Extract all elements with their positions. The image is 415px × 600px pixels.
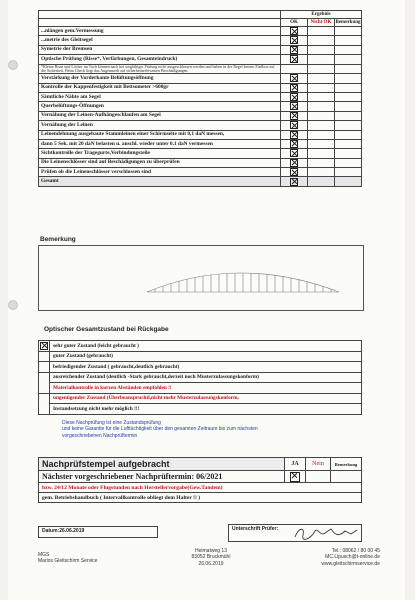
ok-cell [281, 83, 308, 92]
ok-cell [281, 27, 308, 36]
checklist-item-text: ...nlängen gem.Vermessung [39, 27, 281, 36]
checklist-row [39, 74, 362, 83]
checklist-item-text: Prüfen ob die Leinenschlösser verschlossen sind [39, 168, 281, 177]
ok-cell [281, 121, 308, 130]
checklist-row [39, 168, 362, 177]
remark-cell [335, 92, 362, 101]
remark-cell [335, 45, 362, 54]
checked-box-icon [290, 27, 298, 35]
checklist-row [39, 27, 362, 36]
remark-column-header: Bemerkung [335, 20, 361, 25]
checklist-row [39, 102, 362, 111]
checklist-row [39, 55, 362, 64]
not-ok-cell [308, 149, 335, 158]
condition-label: ausreichender Zustand (deutlich -Stark gebraucht,derzeit noch Musterzulassungskonform) [50, 372, 362, 383]
signature-label: Unterschrift Prüfer: [232, 526, 279, 532]
ok-cell [281, 64, 308, 74]
stamp-table [38, 457, 362, 503]
not-ok-cell [308, 74, 335, 83]
checklist-item-text: Kontrolle der Kappenfestigkeit mit Bettsometer >600gr [39, 83, 281, 92]
checklist-header-row [39, 11, 362, 19]
contact-phone: Tel.: 08062 / 80 00 45 [331, 548, 380, 554]
stamp-no-cell [306, 471, 331, 483]
checklist-row [39, 36, 362, 45]
not-ok-cell [308, 92, 335, 101]
checklist-total-row [39, 177, 362, 186]
condition-row [39, 362, 362, 373]
ok-cell [281, 149, 308, 158]
not-ok-cell [308, 64, 335, 74]
disclaimer-text [62, 420, 362, 439]
stamp-yes-checkbox [285, 471, 306, 483]
remark-cell [335, 111, 362, 120]
condition-label: Materialkontrolle in kurzen Abständen empfohlen !! [50, 383, 362, 394]
checked-box-icon [290, 168, 298, 176]
date-value: 26.06.2019 [59, 528, 85, 534]
ok-cell [281, 55, 308, 64]
stamp-no-header: Nein [306, 458, 331, 471]
interval-note: bzw. 24/12 Monate oder Flugstunden nach Herstellervorgabe(Gew.Tandem) [39, 483, 362, 493]
handwritten-signature [291, 525, 361, 541]
condition-row [39, 351, 362, 362]
checked-box-icon [290, 93, 298, 101]
not-ok-cell [308, 130, 335, 139]
ok-cell [281, 158, 308, 167]
checked-box-icon [290, 36, 298, 44]
date-box [38, 526, 158, 538]
condition-checkbox [39, 393, 50, 414]
checklist-row [39, 111, 362, 120]
checklist-row [39, 64, 362, 74]
condition-table [38, 340, 362, 415]
remark-cell [335, 64, 362, 74]
checked-box-icon [290, 140, 298, 148]
not-ok-cell [308, 158, 335, 167]
stamp-remark-cell [331, 471, 362, 483]
checked-box-icon [290, 178, 298, 186]
checked-box-icon [290, 46, 298, 54]
checklist-item-text: Symetrie der Bremsen [39, 45, 281, 54]
ok-cell [281, 102, 308, 111]
condition-label: befriedigender Zustand ( gebraucht,deutlich gebraucht) [50, 362, 362, 373]
condition-checkbox [39, 341, 50, 352]
punch-hole [8, 60, 18, 70]
remark-cell [335, 102, 362, 111]
checklist-item-text: Leinendehnung ausgebaute Stammleinen einer Schirmseite mit 0,1 daN messen, [39, 130, 281, 139]
checklist-row [39, 83, 362, 92]
checked-box-icon [290, 112, 298, 120]
checklist-row [39, 121, 362, 130]
not-ok-cell [308, 102, 335, 111]
ok-column-header: OK [281, 19, 308, 27]
checked-box-icon [290, 159, 298, 167]
ok-cell [281, 177, 308, 186]
canopy-sketch [39, 246, 363, 310]
stamp-title: Nachprüfstempel aufgebracht [39, 458, 285, 471]
remark-cell [335, 74, 362, 83]
not-ok-cell [308, 139, 335, 148]
checklist-item-text: ...metrie des Gleitsegel [39, 36, 281, 45]
checklist-subheader-row [39, 19, 362, 27]
remark-cell [335, 149, 362, 158]
company-short: MGS [38, 552, 50, 558]
checklist-item-text: Vernähung der Leinen [39, 121, 281, 130]
remark-cell [335, 139, 362, 148]
footer-address [176, 548, 246, 567]
checklist-item-text: Querbelüftungs-Öffnungen [39, 102, 281, 111]
condition-label: ungenügender Zustand (Überbeanspruchtl,nicht mehr Musterzulassungskonform, [50, 393, 362, 404]
checklist-item-text: Sämtliche Nähte am Segel [39, 92, 281, 101]
checklist-item-text: Optische Prüfung (Risse*, Verfärbungen, Gesamteindruck) [39, 55, 281, 64]
checked-box-icon [290, 149, 298, 157]
remark-cell [335, 121, 362, 130]
checklist-item-text: Gesamt [39, 177, 281, 186]
disclaimer-line: Diese Nachprüfung ist eine Zustandsprüfung [62, 420, 161, 426]
footer-company [38, 552, 97, 565]
condition-checkbox [39, 362, 50, 373]
condition-title: Optischer Gesamtzustand bei Rückgabe [44, 326, 169, 333]
contact-email: MC.Lipusch@t-online.de [325, 554, 380, 561]
not-ok-cell [308, 168, 335, 177]
remark-cell [335, 36, 362, 45]
checked-box-icon [290, 472, 300, 482]
checked-box-icon [290, 102, 298, 110]
header-blank [39, 19, 281, 27]
checklist-row [39, 130, 362, 139]
condition-label: sehr guter Zustand (leicht gebraucht ) [50, 341, 362, 352]
not-ok-cell [308, 55, 335, 64]
condition-row [39, 341, 362, 352]
ok-cell [281, 168, 308, 177]
result-header: Ergebnis [281, 11, 362, 19]
condition-row [39, 372, 362, 383]
condition-row [39, 393, 362, 404]
remark-label: Bemerkung [40, 236, 76, 243]
next-check-date: Nächster vorgeschriebener Nachprüftermin: 06/2021 [39, 471, 285, 483]
checked-box-icon [290, 55, 298, 63]
checklist-item-text: Die Leinenschlösser sind auf Beschädigungen zu überprüfen [39, 158, 281, 167]
address-city: 83052 Bruckmühl [191, 554, 231, 561]
not-ok-cell [308, 83, 335, 92]
signature-box [228, 524, 362, 542]
checklist-row [39, 158, 362, 167]
manual-note: gem. Betriebshandbuch ( Intervallkontrolle obliegt dem Halter !! ) [39, 493, 362, 503]
not-ok-cell [308, 111, 335, 120]
condition-checkbox [39, 372, 50, 393]
contact-website: www.gleitschirmservice.de [321, 560, 380, 567]
footer-contact [300, 548, 380, 567]
not-ok-cell [308, 121, 335, 130]
header-blank [39, 11, 281, 19]
remark-cell [335, 83, 362, 92]
ok-cell [281, 130, 308, 139]
punch-hole [8, 300, 18, 310]
checked-box-icon [290, 84, 298, 92]
ok-cell [281, 92, 308, 101]
remark-cell [335, 27, 362, 36]
not-ok-cell [308, 36, 335, 45]
stamp-yes-header: JA [285, 458, 306, 471]
company-name: Marios Gleitschirm Service [38, 558, 98, 565]
checklist-item-text: dann 5 Sek. mit 20 daN belasten u. anschl. wieder unter 0.1 daN vermessen [39, 139, 281, 148]
remark-box [38, 245, 364, 311]
footer-date: 26.06.2019 [198, 560, 224, 567]
condition-checkbox [39, 351, 50, 362]
not-ok-cell [308, 45, 335, 54]
remark-cell [335, 177, 362, 186]
ok-cell [281, 111, 308, 120]
checklist-row [39, 149, 362, 158]
checklist-item-text: Sichtkontrolle der Tragegurte,Verbindungsteile [39, 149, 281, 158]
condition-label: Instandsetzung nicht mehr möglich !!! [50, 404, 362, 415]
disclaimer-line: und keine Garantie für die Lufttüchtigkeit über den gesamten Zeitraum bis zum nächsten [62, 426, 258, 433]
not-ok-cell [308, 177, 335, 186]
checked-box-icon [290, 131, 298, 139]
checked-box-icon [290, 121, 298, 129]
date-label: Datum: [42, 528, 60, 534]
condition-row [39, 404, 362, 415]
checklist-item-text: Verstärkung der Vorderkante Belüftungsöffnung [39, 74, 281, 83]
not-ok-cell [308, 27, 335, 36]
remark-cell [335, 130, 362, 139]
not-ok-column-header: Nicht OK [308, 19, 335, 27]
checklist-row [39, 139, 362, 148]
condition-label: guter Zustand (gebraucht) [50, 351, 362, 362]
checklist-item-text: *Kleine Risse und Löcher im Tuch können nach bei sorgfältiger Prüfung nicht ausgeschlossen werden und haben in der Regel keinen Einfluss auf die Sicherheit. Beim Check liegt das Augenmerk auf sicherheitsrelevanten Beschädigungen. [39, 64, 281, 74]
checked-box-icon [290, 74, 298, 82]
stamp-remark-header: Bemerkung [331, 458, 362, 471]
disclaimer-line: vorgeschriebenen Nachprüftermin [62, 432, 138, 439]
checklist-row [39, 45, 362, 54]
remark-cell [335, 168, 362, 177]
ok-cell [281, 36, 308, 45]
condition-row [39, 383, 362, 394]
ok-cell [281, 139, 308, 148]
ok-cell [281, 45, 308, 54]
address-street: Heimatweg 13 [195, 548, 227, 554]
checklist-item-text: Vernähung der Leinen-Aufhängeschlaufen am Segel [39, 111, 281, 120]
inspection-checklist-table [38, 10, 362, 187]
checklist-row [39, 92, 362, 101]
remark-cell [335, 158, 362, 167]
remark-cell [335, 55, 362, 64]
checked-box-icon [40, 342, 48, 350]
ok-cell [281, 74, 308, 83]
